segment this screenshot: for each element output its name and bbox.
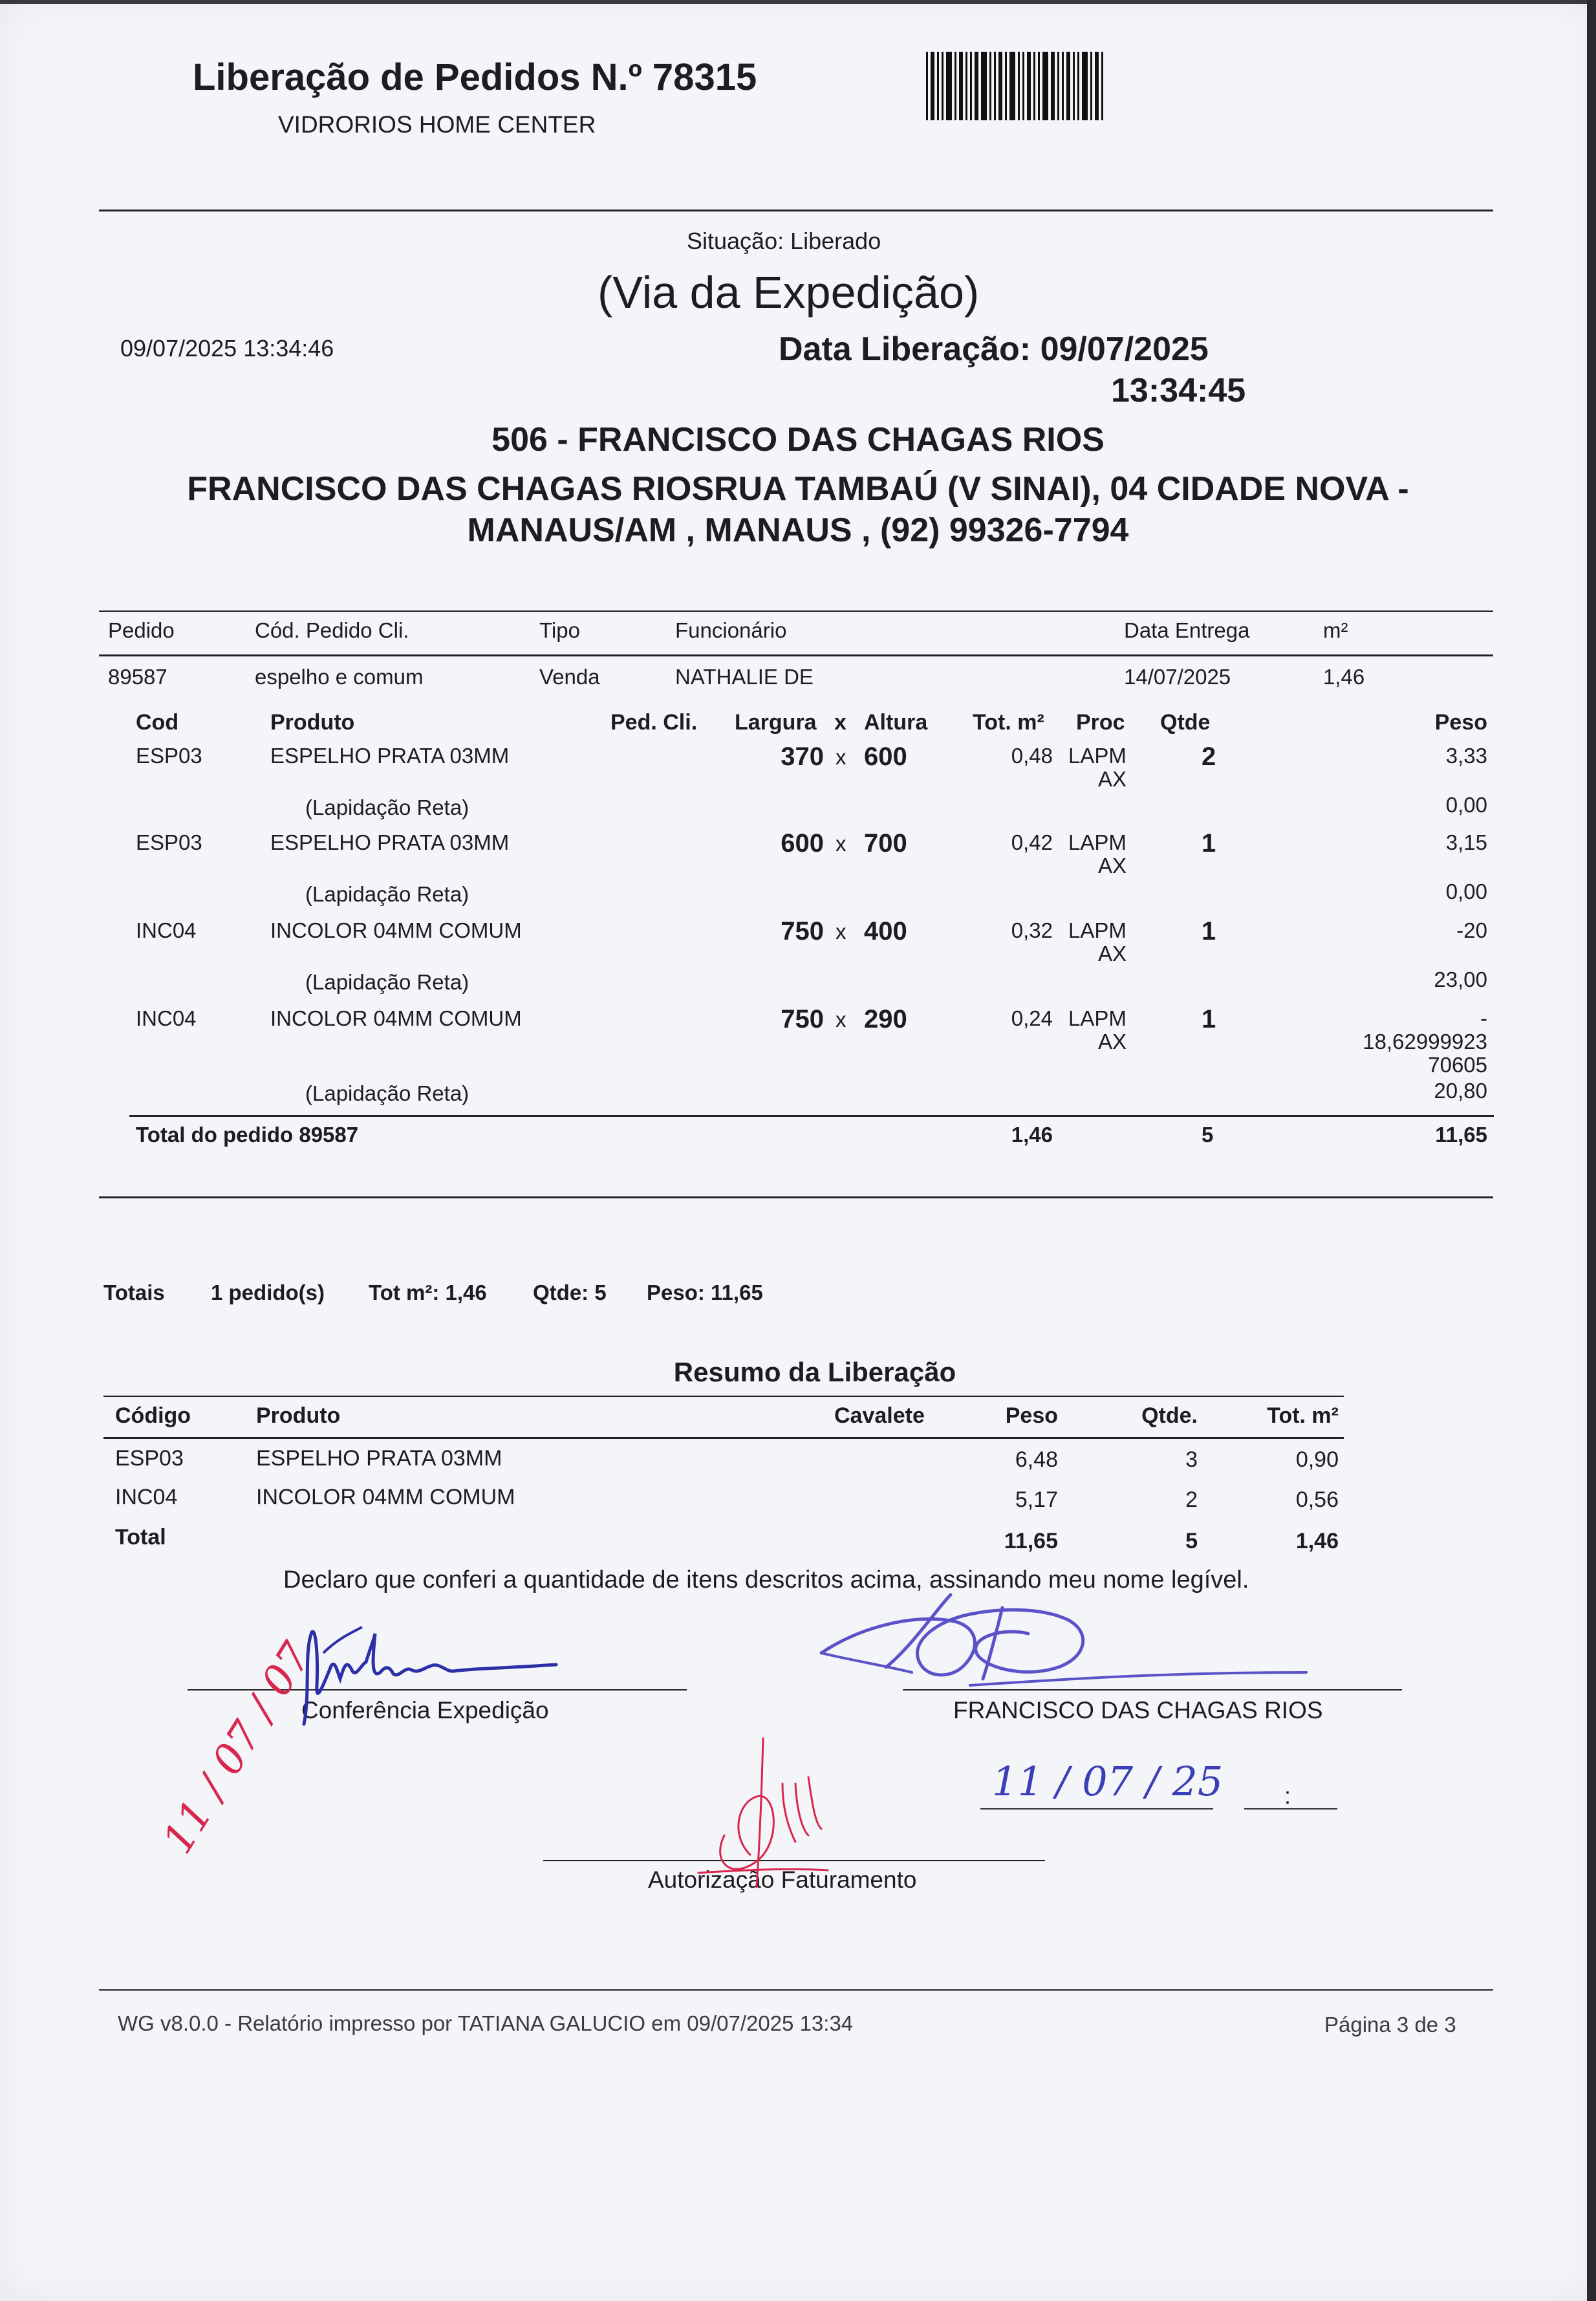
item-qtde: 1 [1202,829,1216,858]
item-x: x [836,745,847,769]
item-sub-peso: 20,80 [1434,1079,1487,1103]
scan-edge-right [1587,0,1596,2301]
item-proc-1: LAPM [1068,744,1127,768]
barcode-bar [1022,52,1024,120]
item-largura: 600 [781,829,824,858]
item-proc-2: AX [1098,942,1127,966]
resumo-row-peso: 6,48 [1015,1447,1058,1472]
col-funcionario: Funcionário [675,618,787,642]
item-proc-2: AX [1098,854,1127,878]
resumo-total-qtde: 5 [1185,1529,1198,1553]
barcode-bar [1033,52,1035,120]
item-proc-2: AX [1098,1030,1127,1053]
item-x: x [836,920,847,944]
resumo-title: Resumo da Liberação [673,1357,956,1387]
barcode-bar [1057,52,1059,120]
header-divider [99,210,1493,211]
resumo-total-tot-m2: 1,46 [1295,1529,1339,1553]
resumo-row-qtde: 2 [1185,1487,1198,1512]
item-peso-line2: 18,62999923 [1363,1030,1487,1053]
item-produto: INCOLOR 04MM COMUM [270,918,522,942]
resumo-col-qtde: Qtde. [1141,1403,1198,1428]
item-altura: 700 [864,829,907,858]
barcode-bar [970,52,972,120]
resumo-row-codigo: INC04 [115,1485,178,1509]
items-col-largura: Largura [735,710,817,735]
barcode-bar [937,52,939,120]
items-col-tot-m2: Tot. m² [973,710,1044,735]
barcode-bar [989,52,991,120]
item-largura: 370 [781,742,824,771]
item-produto: ESPELHO PRATA 03MM [270,744,510,768]
autorizacao-label: Autorização Faturamento [648,1866,917,1893]
resumo-row-codigo: ESP03 [115,1446,184,1471]
resumo-row-peso: 5,17 [1015,1487,1058,1512]
resumo-row-tot-m2: 0,90 [1295,1447,1339,1472]
item-peso-line3: 70605 [1428,1053,1487,1077]
resumo-header-rule [103,1437,1344,1439]
conferencia-signature [285,1614,569,1744]
order-total-peso: 11,65 [1435,1123,1487,1147]
barcode-bar [1038,52,1040,120]
barcode-bar [931,52,934,120]
barcode-bar [1009,52,1015,120]
footer-left: WG v8.0.0 - Relatório impresso por TATIANA GALUCIO em 09/07/2025 13:34 [118,2011,854,2035]
totais-pedidos: 1 pedido(s) [211,1280,325,1304]
item-tot-m2: 0,24 [1011,1006,1053,1030]
barcode-bar [1066,52,1070,120]
barcode-bar [1082,52,1088,120]
item-qtde: 1 [1202,917,1216,945]
items-col-produto: Produto [270,710,355,735]
order-data-entrega: 14/07/2025 [1124,665,1231,689]
client-address-line1: FRANCISCO DAS CHAGAS RIOSRUA TAMBAÚ (V SINAI), 04 CIDADE NOVA - [187,470,1409,508]
order-cod-pedido-cli: espelho e comum [255,665,424,689]
item-altura: 600 [864,742,907,771]
barcode-bar [1027,52,1031,120]
status-text: Situação: Liberado [687,228,881,254]
order-funcionario: NATHALIE DE [675,665,814,689]
col-data-entrega: Data Entrega [1124,618,1250,642]
print-datetime: 09/07/2025 13:34:46 [120,335,334,362]
resumo-col-cavalete: Cavalete [834,1403,925,1428]
barcode-bar [981,52,987,120]
order-total-tot-m2: 1,46 [1011,1123,1053,1147]
totais-label: Totais [103,1280,165,1304]
declaration-text: Declaro que conferi a quantidade de itens descritos acima, assinando meu nome legível. [283,1566,1249,1593]
footer-page: Página 3 de 3 [1324,2013,1456,2036]
footer-divider [99,1989,1493,1991]
resumo-col-peso: Peso [1005,1403,1058,1428]
item-largura: 750 [781,1005,824,1033]
resumo-col-produto: Produto [256,1403,341,1428]
resumo-row-produto: INCOLOR 04MM COMUM [256,1485,515,1509]
item-proc-2: AX [1098,767,1127,791]
order-total-label: Total do pedido 89587 [136,1123,359,1147]
item-peso: - [1480,1006,1487,1030]
resumo-total-label: Total [115,1525,166,1550]
barcode-bar [1062,52,1064,120]
items-col-x: x [834,710,847,735]
item-x: x [836,832,847,856]
item-proc-1: LAPM [1068,1006,1127,1030]
handwritten-red-note: 11 / 07 / 07 [154,1634,321,1863]
totais-qtde: Qtde: 5 [533,1280,607,1304]
barcode-bar [975,52,978,120]
items-col-proc: Proc [1076,710,1125,735]
items-col-peso: Peso [1434,710,1487,735]
barcode-bar [998,52,1002,120]
item-qtde: 1 [1202,1005,1216,1033]
item-sub: (Lapidação Reta) [305,970,469,994]
barcode-bar [1095,52,1099,120]
company-name: VIDRORIOS HOME CENTER [278,111,596,138]
item-sub: (Lapidação Reta) [305,1081,469,1105]
item-cod: ESP03 [136,830,202,854]
order-m2: 1,46 [1323,665,1365,689]
barcode-bar [1077,52,1079,120]
barcode-bar [994,52,996,120]
item-cod: INC04 [136,918,197,942]
barcode-bar [965,52,967,120]
item-produto: INCOLOR 04MM COMUM [270,1006,522,1030]
order-table-header-rule [99,654,1493,656]
item-peso: 3,15 [1445,830,1487,854]
item-x: x [836,1008,847,1032]
barcode-bar [942,52,944,120]
barcode-bar [946,52,952,120]
barcode-bar [959,52,963,120]
order-tipo: Venda [539,665,600,689]
item-tot-m2: 0,48 [1011,744,1053,768]
item-tot-m2: 0,32 [1011,918,1053,942]
col-m2: m² [1323,618,1348,642]
item-produto: ESPELHO PRATA 03MM [270,830,510,854]
resumo-col-codigo: Código [115,1403,191,1428]
item-peso: 3,33 [1445,744,1487,768]
order-pedido: 89587 [108,665,167,689]
item-cod: ESP03 [136,744,202,768]
item-sub: (Lapidação Reta) [305,795,469,819]
document-title: Liberação de Pedidos N.º 78315 [193,56,757,98]
barcode-bar [1073,52,1075,120]
item-sub-peso: 0,00 [1445,880,1487,903]
barcode-bar [1051,52,1055,120]
client-code-name: 506 - FRANCISCO DAS CHAGAS RIOS [491,421,1105,459]
items-col-cod: Cod [136,710,179,735]
resumo-total-peso: 11,65 [1004,1529,1058,1553]
via-title: (Via da Expedição) [598,267,980,318]
date-line [980,1808,1213,1809]
liberacao-time: 13:34:45 [1111,372,1246,409]
totais-peso: Peso: 11,65 [647,1280,763,1304]
totais-tot-m2: Tot m²: 1,46 [369,1280,487,1304]
section-divider [99,1196,1493,1198]
barcode-bar [1005,52,1007,120]
item-peso: -20 [1456,918,1487,942]
barcode-bar [1101,52,1103,120]
resumo-row-qtde: 3 [1185,1447,1198,1472]
scan-edge-top [0,0,1596,4]
col-cod-pedido-cli: Cód. Pedido Cli. [255,618,409,642]
resumo-row-produto: ESPELHO PRATA 03MM [256,1446,502,1471]
item-qtde: 2 [1202,742,1216,771]
item-altura: 290 [864,1005,907,1033]
cliente-label: FRANCISCO DAS CHAGAS RIOS [953,1697,1323,1723]
item-sub-peso: 0,00 [1445,793,1487,817]
barcode [926,52,1172,120]
item-cod: INC04 [136,1006,197,1030]
conferencia-label: Conferência Expedição [301,1697,549,1723]
item-sub-peso: 23,00 [1434,967,1487,991]
liberacao-date: Data Liberação: 09/07/2025 [779,330,1209,368]
item-sub: (Lapidação Reta) [305,882,469,906]
barcode-bar [1090,52,1092,120]
resumo-top-rule [103,1396,1344,1397]
items-col-altura: Altura [864,710,928,735]
item-proc-1: LAPM [1068,830,1127,854]
handwritten-date: 11 / 07 / 25 [992,1758,1224,1805]
client-address-line2: MANAUS/AM , MANAUS , (92) 99326-7794 [467,512,1129,549]
barcode-bar [1018,52,1020,120]
cliente-signature [808,1582,1326,1711]
item-tot-m2: 0,42 [1011,830,1053,854]
order-total-qtde: 5 [1202,1123,1214,1147]
barcode-bar [1042,52,1048,120]
barcode-bar [954,52,956,120]
col-pedido: Pedido [108,618,175,642]
item-largura: 750 [781,917,824,945]
order-table-top-rule [99,610,1493,612]
barcode-bar [926,52,928,120]
resumo-row-tot-m2: 0,56 [1295,1487,1339,1512]
item-proc-1: LAPM [1068,918,1127,942]
time-colon: : [1284,1782,1291,1809]
items-col-qtde: Qtde [1160,710,1211,735]
items-col-ped-cli: Ped. Cli. [610,710,698,735]
item-altura: 400 [864,917,907,945]
resumo-col-tot-m2: Tot. m² [1267,1403,1339,1428]
col-tipo: Tipo [539,618,580,642]
order-total-rule [129,1115,1494,1117]
autorizacao-signature [685,1732,834,1900]
